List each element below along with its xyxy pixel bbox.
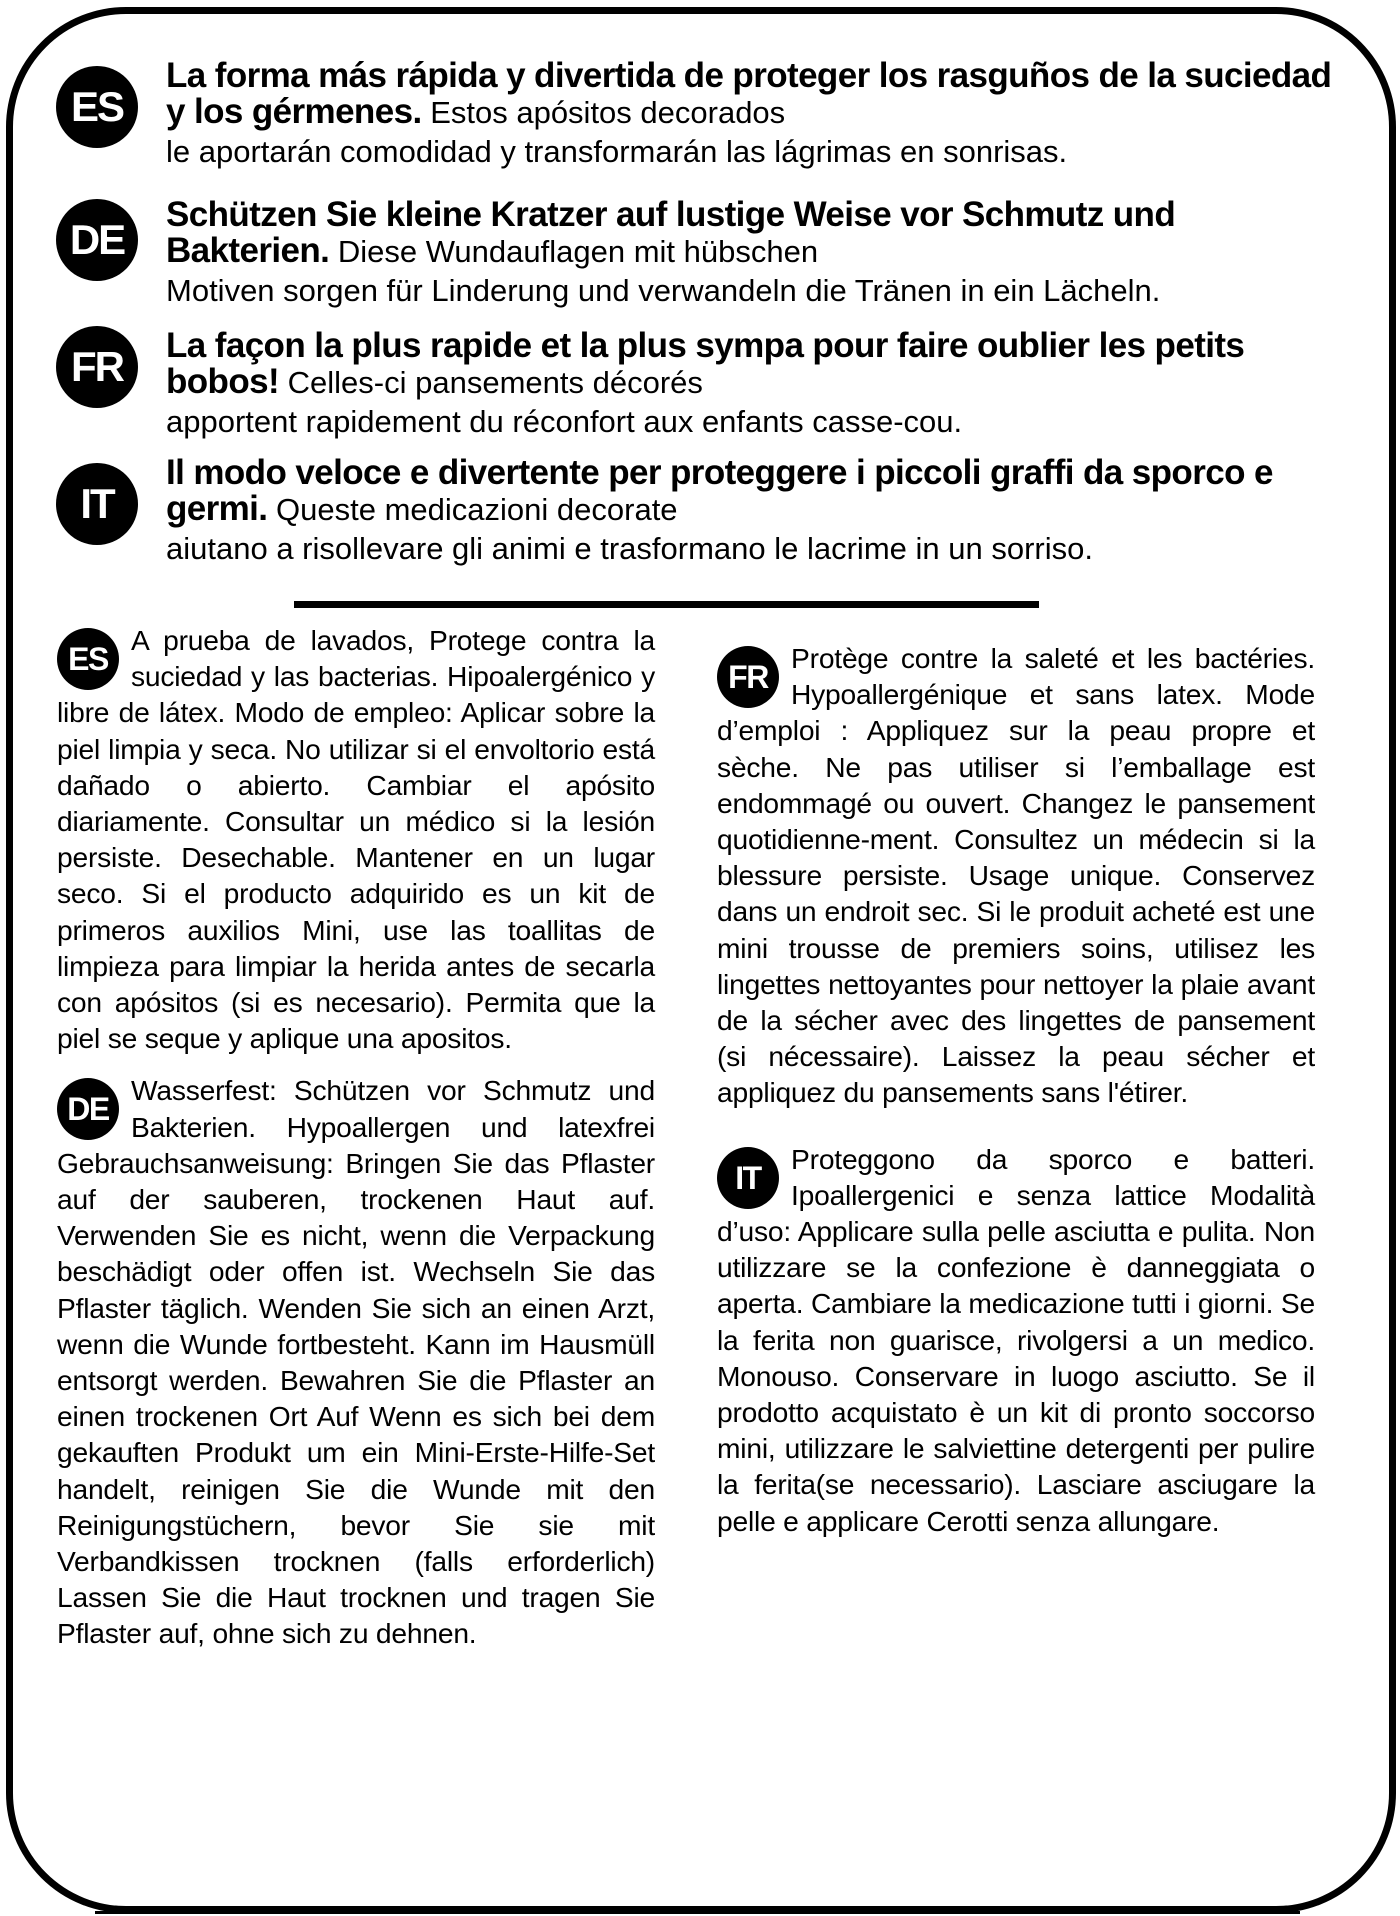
headline-fr-regular: Celles-ci pansements décorés	[279, 365, 703, 400]
language-badge-es-small-icon: ES	[57, 628, 119, 690]
instructions-fr	[717, 640, 1315, 1111]
language-badge-de-small-icon: DE	[57, 1078, 119, 1140]
instructions-left-column	[57, 622, 655, 1652]
headline-es-bold: La forma más rápida y divertida de proteger los rasguños de la suciedad y los gérmenes.	[166, 56, 1332, 131]
language-badge-es-icon: ES	[56, 66, 138, 148]
headline-es-sub: le aportarán comodidad y transformarán las lágrimas en sonrisas.	[166, 134, 1068, 169]
instructions-it	[717, 1141, 1315, 1539]
headline-de	[56, 197, 1346, 310]
language-badge-it-icon: IT	[56, 463, 138, 545]
bottom-rule	[95, 1911, 1300, 1914]
headline-fr-bold: La façon la plus rapide et la plus sympa pour faire oublier les petits bobos!	[166, 326, 1245, 401]
instructions-right-column	[717, 640, 1315, 1539]
instructions-es-text: A prueba de lavados, Protege contra la suciedad y las bacterias. Hipoalergénico y libre de látex. Modo de empleo: Aplicar sobre la piel limpia y seca. No utilizar si el envoltorio está dañado o abierto. Cambiar el apósito diariamente. Consultar un médico si la lesión persiste. Desechable. Mantener en un lugar seco. Si el producto adquirido es un kit de primeros auxilios Mini, use las toallitas de limpieza para limpiar la herida antes de secarla con apósitos (si es necesario). Permita que la piel se seque y aplique una apositos.	[57, 624, 655, 1055]
headline-fr-sub: apportent rapidement du réconfort aux enfants casse-cou.	[166, 404, 963, 439]
language-badge-de-icon: DE	[56, 199, 138, 281]
instructions-de-text: Wasserfest: Schützen vor Schmutz und Bakterien. Hypoallergen und latexfrei Gebrauchsanweisung: Bringen Sie das Pflaster auf der sauberen, trockenen Haut auf. Verwenden Sie es nicht, wenn die Verpackung beschädigt oder offen ist. Wechseln Sie das Pflaster täglich. Wenden Sie sich an einen Arzt, wenn die Wunde fortbesteht. Kann im Hausmüll entsorgt werden. Bewahren Sie die Pflaster an einen trockenen Ort Auf Wenn es sich bei dem gekauften Produkt um ein Mini-Erste-Hilfe-Set handelt, reinigen Sie die Wunde mit den Reinigungstüchern, bevor Sie sie mit Verbandkissen trocknen (falls erforderlich) Lassen Sie die Haut trocknen und tragen Sie Pflaster auf, ohne sich zu dehnen.	[57, 1074, 655, 1650]
language-badge-fr-icon: FR	[56, 326, 138, 408]
section-divider	[294, 601, 1039, 608]
instructions-es	[57, 622, 655, 1056]
instructions-de	[57, 1072, 655, 1651]
headline-it-regular: Queste medicazioni decorate	[267, 492, 678, 527]
headline-it-sub: aiutano a risollevare gli animi e trasformano le lacrime in un sorriso.	[166, 531, 1093, 566]
headline-it-bold: Il modo veloce e divertente per proteggere i piccoli graffi da sporco e germi.	[166, 453, 1273, 528]
headline-de-sub: Motiven sorgen für Linderung und verwandeln die Tränen in ein Lächeln.	[166, 273, 1161, 308]
language-badge-fr-small-icon: FR	[717, 646, 779, 708]
headline-es-regular: Estos apósitos decorados	[421, 95, 786, 130]
headline-de-regular: Diese Wundauflagen mit hübschen	[329, 234, 819, 269]
instructions-fr-text: Protège contre la saleté et les bactéries. Hypoallergénique et sans latex. Mode d’emploi : Appliquez sur la peau propre et sèche. Ne pas utiliser si l’emballage est endommagé ou ouvert. Changez le pansement quotidienne-ment. Consultez un médecin si la blessure persiste. Usage unique. Conservez dans un endroit sec. Si le produit acheté est une mini trousse de premiers soins, utilisez les lingettes nettoyantes pour nettoyer la plaie avant de la sécher avec des lingettes de pansement (si nécessaire). Laissez la peau sécher et appliquez du pansements sans l'étirer.	[717, 642, 1315, 1109]
instructions-it-text: Proteggono da sporco e batteri. Ipoallergenici e senza lattice Modalità d’uso: Applicare sulla pelle asciutta e pulita. Non utilizzare se la confezione è danneggiata o aperta. Cambiare la medicazione tutti i giorni. Se la ferita non guarisce, rivolgersi a un medico. Monouso. Conservare in luogo asciutto. Se il prodotto acquistato è un kit di pronto soccorso mini, utilizzare le salviettine detergenti per pulire la ferita(se necessario). Lasciare asciugare la pelle e applicare Cerotti senza allungare.	[717, 1142, 1315, 1537]
language-badge-it-small-icon: IT	[717, 1147, 779, 1209]
headline-de-bold: Schützen Sie kleine Kratzer auf lustige Weise vor Schmutz und Bakterien.	[166, 195, 1176, 270]
headline-it	[56, 455, 1346, 568]
headline-es	[56, 58, 1346, 171]
headline-fr	[56, 328, 1346, 441]
